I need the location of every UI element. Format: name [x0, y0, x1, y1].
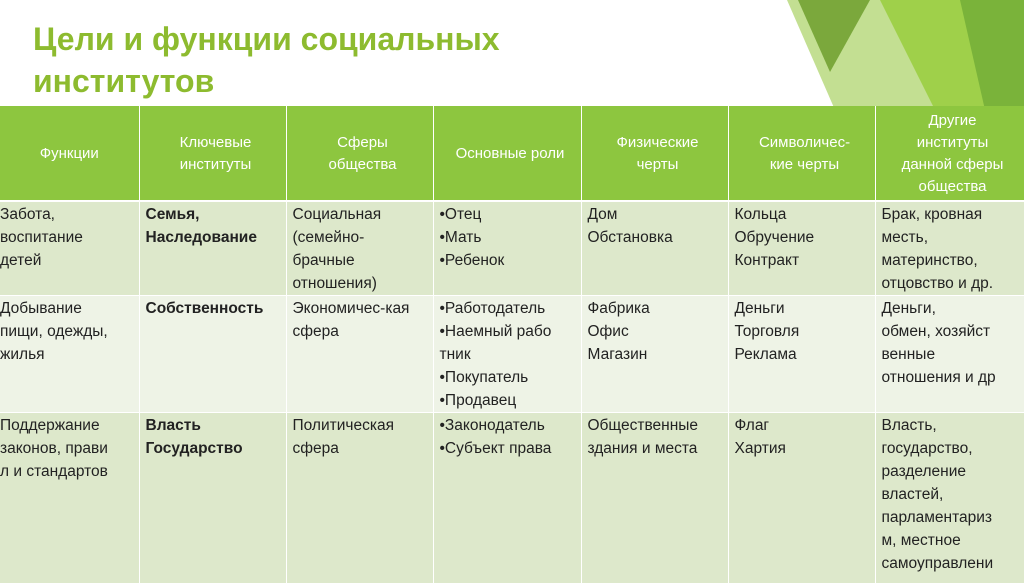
- header-line: Ключевые: [146, 132, 286, 154]
- cell-line: Контракт: [735, 249, 875, 272]
- cell-line: Экономичес-кая: [293, 297, 433, 320]
- cell-line: •Мать: [440, 226, 581, 249]
- cell-line: сфера: [293, 437, 433, 460]
- cell-line: •Продавец: [440, 389, 581, 412]
- cell-line: л и стандартов: [0, 460, 139, 483]
- cell-text: [287, 413, 433, 460]
- cell-line: Наследование: [146, 226, 286, 249]
- header-cell-text: [876, 109, 1024, 198]
- cell-line: обмен, хозяйст: [882, 320, 1024, 343]
- header-line: Сферы: [293, 132, 433, 154]
- cell-text: [140, 413, 286, 460]
- header-key-institutions: [139, 106, 286, 201]
- cell-text: [729, 202, 875, 272]
- cell-line: жилья: [0, 343, 139, 366]
- table-cell: [728, 201, 875, 296]
- cell-line: венные: [882, 343, 1024, 366]
- cell-text: [287, 296, 433, 343]
- header-line: Основные роли: [440, 143, 581, 165]
- cell-text: [434, 202, 581, 272]
- cell-line: отцовство и др.: [882, 272, 1024, 295]
- cell-line: Семья,: [146, 203, 286, 226]
- cell-line: •Законодатель: [440, 414, 581, 437]
- table-cell: [433, 201, 581, 296]
- cell-line: Социальная: [293, 203, 433, 226]
- cell-text: [0, 413, 139, 483]
- header-cell-text: [287, 131, 433, 176]
- header-line: общества: [293, 154, 433, 176]
- cell-line: детей: [0, 249, 139, 272]
- table-cell: [581, 201, 728, 296]
- institutions-table: [0, 106, 1024, 583]
- table-row-property: [0, 296, 1024, 413]
- cell-line: Общественные: [588, 414, 728, 437]
- cell-text: [287, 202, 433, 295]
- cell-text: [434, 296, 581, 412]
- header-line: черты: [588, 154, 728, 176]
- cell-line: парламентариз: [882, 506, 1024, 529]
- cell-text: [729, 413, 875, 460]
- header-cell-text: [0, 142, 139, 165]
- header-line: данной сферы: [882, 154, 1024, 176]
- cell-line: Дом: [588, 203, 728, 226]
- cell-line: Власть,: [882, 414, 1024, 437]
- table-cell: [728, 296, 875, 413]
- cell-line: тник: [440, 343, 581, 366]
- cell-line: •Работодатель: [440, 297, 581, 320]
- cell-line: самоуправлени: [882, 552, 1024, 575]
- cell-line: материнство,: [882, 249, 1024, 272]
- table-cell: [728, 413, 875, 583]
- header-cell-text: [434, 142, 581, 165]
- cell-line: Флаг: [735, 414, 875, 437]
- cell-line: Собственность: [146, 297, 286, 320]
- cell-line: Кольца: [735, 203, 875, 226]
- cell-text: [876, 202, 1024, 295]
- cell-line: Фабрика: [588, 297, 728, 320]
- cell-line: •Субъект права: [440, 437, 581, 460]
- header-spheres: [286, 106, 433, 201]
- table-cell: [875, 413, 1024, 583]
- cell-line: Обстановка: [588, 226, 728, 249]
- cell-text: [434, 413, 581, 460]
- table-header-row: [0, 106, 1024, 201]
- cell-line: Деньги: [735, 297, 875, 320]
- cell-line: •Покупатель: [440, 366, 581, 389]
- cell-line: государство,: [882, 437, 1024, 460]
- table-cell: [139, 296, 286, 413]
- cell-line: месть,: [882, 226, 1024, 249]
- cell-text: [582, 413, 728, 460]
- header-functions: [0, 106, 139, 201]
- cell-line: законов, прави: [0, 437, 139, 460]
- slide-title: [33, 18, 673, 102]
- header-cell-text: [729, 131, 875, 176]
- cell-line: Брак, кровная: [882, 203, 1024, 226]
- table-cell: [139, 413, 286, 583]
- cell-text: [0, 202, 139, 272]
- header-cell-text: [582, 131, 728, 176]
- cell-line: пищи, одежды,: [0, 320, 139, 343]
- table-cell: [433, 296, 581, 413]
- header-line: общества: [882, 176, 1024, 198]
- slide-title-line1: Цели и функции социальных: [33, 18, 673, 60]
- cell-line: сфера: [293, 320, 433, 343]
- cell-line: Власть: [146, 414, 286, 437]
- cell-line: Обручение: [735, 226, 875, 249]
- cell-line: •Ребенок: [440, 249, 581, 272]
- cell-line: разделение: [882, 460, 1024, 483]
- header-line: институты: [882, 132, 1024, 154]
- cell-line: здания и места: [588, 437, 728, 460]
- table-cell: [139, 201, 286, 296]
- cell-line: властей,: [882, 483, 1024, 506]
- cell-line: Поддержание: [0, 414, 139, 437]
- table-cell: [0, 201, 139, 296]
- table-cell: [581, 413, 728, 583]
- cell-line: воспитание: [0, 226, 139, 249]
- cell-text: [876, 413, 1024, 575]
- header-other-institutions: [875, 106, 1024, 201]
- header-line: кие черты: [735, 154, 875, 176]
- cell-line: Торговля: [735, 320, 875, 343]
- cell-line: Деньги,: [882, 297, 1024, 320]
- table-row-family: [0, 201, 1024, 296]
- table-cell: [0, 296, 139, 413]
- cell-line: Магазин: [588, 343, 728, 366]
- header-line: Другие: [882, 110, 1024, 132]
- header-physical: [581, 106, 728, 201]
- table-cell: [286, 201, 433, 296]
- header-line: Функции: [0, 143, 139, 165]
- cell-line: •Наемный рабо: [440, 320, 581, 343]
- cell-line: Забота,: [0, 203, 139, 226]
- cell-text: [729, 296, 875, 366]
- table-cell: [581, 296, 728, 413]
- header-symbolic: [728, 106, 875, 201]
- cell-line: Политическая: [293, 414, 433, 437]
- cell-line: отношения): [293, 272, 433, 295]
- cell-text: [140, 296, 286, 320]
- cell-text: [140, 202, 286, 249]
- cell-line: Офис: [588, 320, 728, 343]
- cell-text: [582, 202, 728, 249]
- cell-line: •Отец: [440, 203, 581, 226]
- header-line: институты: [146, 154, 286, 176]
- table-cell: [286, 413, 433, 583]
- cell-line: брачные: [293, 249, 433, 272]
- cell-text: [0, 296, 139, 366]
- header-line: Физические: [588, 132, 728, 154]
- table-row-power: [0, 413, 1024, 583]
- table-cell: [286, 296, 433, 413]
- cell-line: Реклама: [735, 343, 875, 366]
- table-cell: [433, 413, 581, 583]
- header-line: Символичес-: [735, 132, 875, 154]
- header-roles: [433, 106, 581, 201]
- table-cell: [875, 201, 1024, 296]
- cell-text: [876, 296, 1024, 389]
- table-cell: [0, 413, 139, 583]
- cell-line: отношения и др: [882, 366, 1024, 389]
- cell-line: (семейно-: [293, 226, 433, 249]
- cell-line: Государство: [146, 437, 286, 460]
- cell-line: м, местное: [882, 529, 1024, 552]
- slide-title-line2: институтов: [33, 60, 673, 102]
- table-cell: [875, 296, 1024, 413]
- header-cell-text: [140, 131, 286, 176]
- cell-line: Хартия: [735, 437, 875, 460]
- cell-line: Добывание: [0, 297, 139, 320]
- cell-text: [582, 296, 728, 366]
